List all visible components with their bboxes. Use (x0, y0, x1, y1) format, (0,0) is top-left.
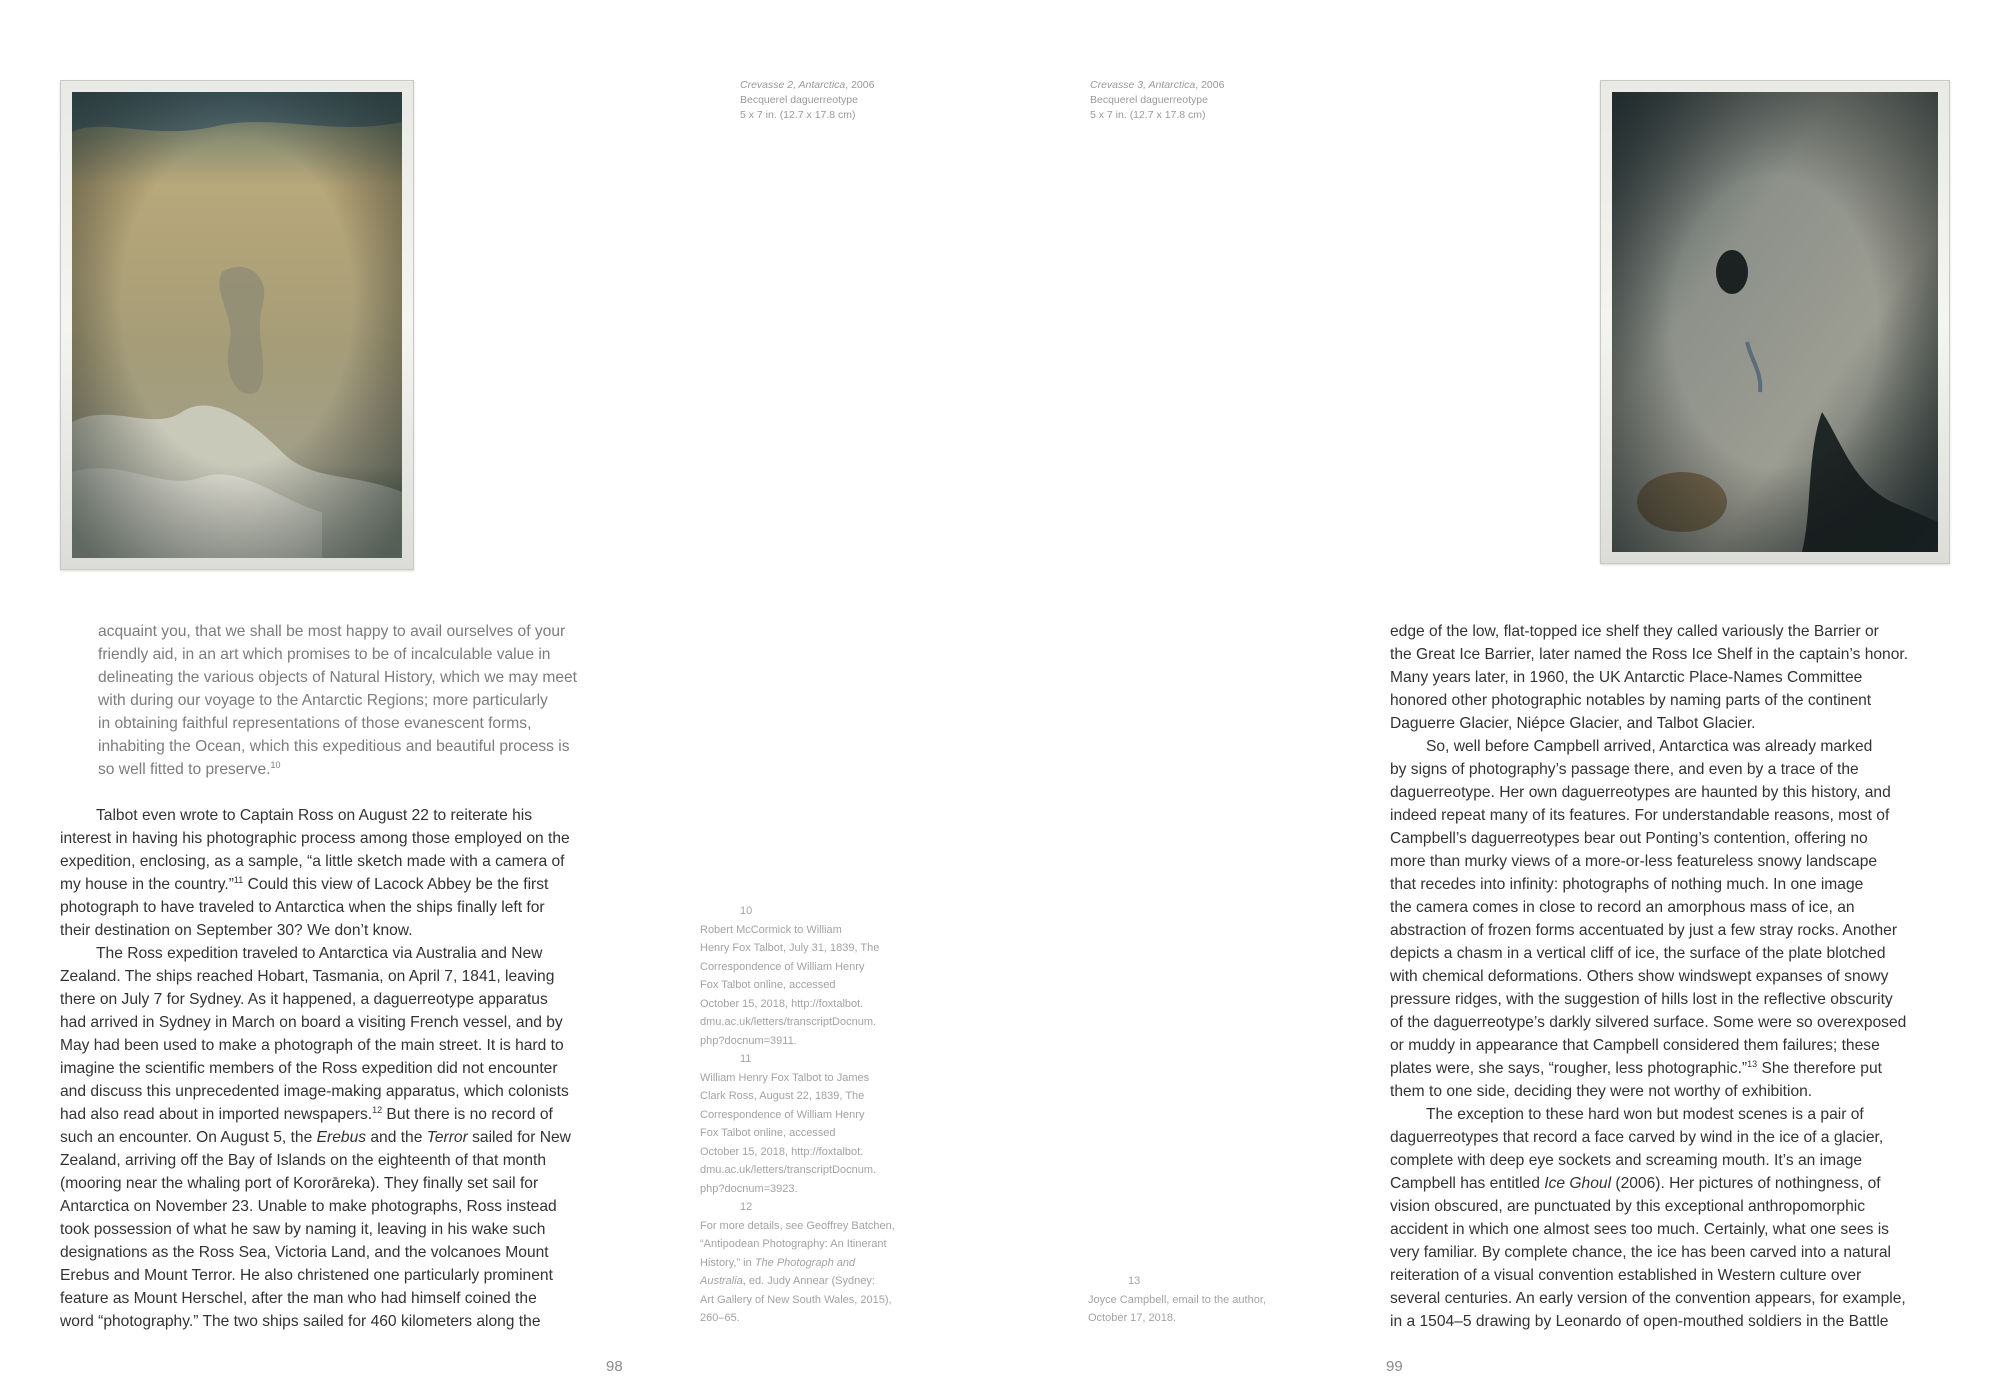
artwork-title: Ice Ghoul (1544, 1175, 1612, 1192)
text-line: of the daguerreotype’s darkly silvered surface. Some were so overexposed (1390, 1014, 1907, 1031)
footnote-ref: 11 (233, 875, 244, 885)
text-line: had arrived in Sydney in March on board a visiting French vessel, and by (60, 1014, 563, 1031)
caption-year: , 2006 (1195, 79, 1225, 91)
text-line: sailed for New (467, 1129, 571, 1146)
text-line: Campbell’s daguerreotypes bear out Ponting’s contention, offering no (1390, 830, 1868, 847)
footnote-line: October 15, 2018, http://foxtalbot. (700, 997, 864, 1010)
caption-title: Crevasse 3, Antarctica (1090, 79, 1196, 91)
footnote-line: October 17, 2018. (1088, 1312, 1177, 1324)
text-line: Talbot even wrote to Captain Ross on August 22 to reiterate his (96, 807, 533, 824)
text-line: such an encounter. On August 5, the (60, 1129, 317, 1146)
left-body-text (60, 804, 645, 1333)
caption-process: Becquerel daguerreotype (740, 94, 858, 106)
quote-line: inhabiting the Ocean, which this expeditious and beautiful process is (98, 738, 570, 755)
text-line: She therefore put (1757, 1060, 1882, 1077)
ship-name-erebus: Erebus (316, 1129, 367, 1146)
text-line: Erebus and Mount Terror. He also christened one particularly prominent (60, 1267, 553, 1284)
text-line: more than murky views of a more-or-less featureless snowy landscape (1390, 853, 1878, 870)
text-line: in a 1504–5 drawing by Leonardo of open-mouthed soldiers in the Battle (1390, 1313, 1889, 1330)
text-line: that recedes into infinity: photographs of nothing much. In one image (1390, 876, 1864, 893)
footnote-number: 12 (740, 1201, 753, 1213)
caption-title: Crevasse 2, Antarctica (740, 79, 846, 91)
text-line: feature as Mount Herschel, after the man who had himself coined the (60, 1290, 537, 1307)
text-line: expedition, enclosing, as a sample, “a little sketch made with a camera of (60, 853, 565, 870)
footnote-line: , ed. Judy Annear (Sydney: (742, 1275, 875, 1287)
footnote-book-title: The Photograph and (754, 1256, 856, 1269)
text-line: The exception to these hard won but modest scenes is a pair of (1426, 1106, 1864, 1123)
text-line: The Ross expedition traveled to Antarctica via Australia and New (96, 945, 543, 962)
footnote-line: Correspondence of William Henry (700, 1108, 865, 1121)
footnote-ref: 10 (270, 760, 281, 770)
text-line: daguerreotype. Her own daguerreotypes are haunted by this history, and (1390, 784, 1891, 801)
footnote-line: Correspondence of William Henry (700, 960, 865, 973)
text-line: interest in having his photographic process among those employed on the (60, 830, 570, 847)
footnotes-left (700, 902, 940, 1328)
text-line: honored other photographic notables by naming parts of the continent (1390, 692, 1872, 709)
quote-line: with during our voyage to the Antarctic Regions; more particularly (98, 692, 548, 709)
text-line: designations as the Ross Sea, Victoria Land, and the volcanoes Mount (60, 1244, 549, 1261)
ship-name-terror: Terror (426, 1129, 468, 1146)
quote-line: in obtaining faithful representations of those evanescent forms, (98, 715, 532, 732)
footnote-line: “Antipodean Photography: An Itinerant (700, 1238, 887, 1250)
text-line: them to one side, deciding they were not worthy of exhibition. (1390, 1083, 1813, 1100)
text-line: my house in the country.” (60, 876, 234, 893)
text-line: daguerreotypes that record a face carved by wind in the ice of a glacier, (1390, 1129, 1884, 1146)
text-line: Could this view of Lacock Abbey be the first (243, 876, 549, 893)
text-line: accident in which one almost sees too much. Certainly, what one sees is (1390, 1221, 1889, 1238)
text-line: there on July 7 for Sydney. As it happened, a daguerreotype apparatus (60, 991, 548, 1008)
text-line: abstraction of frozen forms accentuated by just a few stray rocks. Another (1390, 922, 1898, 939)
text-line: took possession of what he saw by naming it, leaving in his wake such (60, 1221, 546, 1238)
text-line: Antarctica on November 23. Unable to make photographs, Ross instead (60, 1198, 557, 1215)
quote-line: acquaint you, that we shall be most happy to avail ourselves of your (98, 623, 566, 640)
footnote-line: For more details, see Geoffrey Batchen, (700, 1219, 895, 1232)
footnote-number: 10 (740, 905, 753, 917)
caption-crevasse-3 (1090, 78, 1290, 123)
footnote-line: William Henry Fox Talbot to James (700, 1071, 870, 1084)
text-line: May had been used to make a photograph of the main street. It is hard to (60, 1037, 564, 1054)
footnote-book-title: Australia (700, 1275, 743, 1287)
caption-size: 5 x 7 in. (12.7 x 17.8 cm) (740, 109, 856, 121)
text-line: the Great Ice Barrier, later named the Ross Ice Shelf in the captain’s honor. (1390, 646, 1909, 663)
text-line: very familiar. By complete chance, the ice has been carved into a natural (1390, 1244, 1892, 1261)
text-line: with chemical deformations. Others show windswept expanses of snowy (1390, 968, 1889, 985)
footnote-line: Fox Talbot online, accessed (700, 1127, 836, 1139)
text-line: several centuries. An early version of the convention appears, for example, (1390, 1290, 1906, 1307)
footnote-line: October 15, 2018, http://foxtalbot. (700, 1145, 864, 1158)
footnote-line: Joyce Campbell, email to the author, (1088, 1293, 1266, 1306)
footnote-number: 11 (740, 1053, 752, 1065)
text-line: vision obscured, are punctuated by this exceptional anthropomorphic (1390, 1198, 1866, 1215)
text-line: the camera comes in close to record an amorphous mass of ice, an (1390, 899, 1855, 916)
text-line: (mooring near the whaling port of Kororāreka). They finally set sail for (60, 1175, 539, 1192)
footnote-line: Robert McCormick to William (700, 923, 842, 936)
footnote-line: Clark Ross, August 22, 1839, The (700, 1090, 865, 1102)
footnote-line: php?docnum=3923. (700, 1182, 798, 1195)
text-line: had also read about in imported newspapers. (60, 1106, 373, 1123)
footnote-right (1088, 1272, 1328, 1328)
caption-crevasse-2 (740, 78, 940, 123)
caption-process: Becquerel daguerreotype (1090, 94, 1208, 106)
text-line: Daguerre Glacier, Niépce Glacier, and Talbot Glacier. (1390, 715, 1756, 732)
text-line: depicts a chasm in a vertical cliff of ice, the surface of the plate blotched (1390, 945, 1886, 962)
footnote-line: dmu.ac.uk/letters/transcriptDocnum. (700, 1164, 877, 1176)
footnote-line: Art Gallery of New South Wales, 2015), (700, 1293, 892, 1306)
footnote-line: 260–65. (700, 1312, 740, 1324)
daguerreotype-crevasse-3 (1600, 80, 1950, 564)
footnote-line: History,” in (700, 1256, 755, 1269)
text-line: indeed repeat many of its features. For understandable reasons, most of (1390, 807, 1890, 824)
text-line: photograph to have traveled to Antarctica when the ships finally left for (60, 899, 545, 916)
text-line: pressure ridges, with the suggestion of hills lost in the reflective obscurity (1390, 991, 1893, 1008)
text-line: word “photography.” The two ships sailed for 460 kilometers along the (60, 1313, 541, 1330)
text-line: and the (366, 1129, 427, 1146)
text-line: and discuss this unprecedented image-making apparatus, which colonists (60, 1083, 569, 1100)
page-number-left: 98 (606, 1358, 623, 1375)
text-line: reiteration of a visual convention established in Western culture over (1390, 1267, 1862, 1284)
footnote-line: php?docnum=3911. (700, 1034, 797, 1047)
text-line: complete with deep eye sockets and screaming mouth. It’s an image (1390, 1152, 1863, 1169)
footnote-line: Henry Fox Talbot, July 31, 1839, The (700, 942, 880, 954)
text-line: Many years later, in 1960, the UK Antarctic Place-Names Committee (1390, 669, 1863, 686)
text-line: or muddy in appearance that Campbell considered them failures; these (1390, 1037, 1880, 1054)
text-line: imagine the scientific members of the Ross expedition did not encounter (60, 1060, 558, 1077)
text-line: Zealand, arriving off the Bay of Islands on the eighteenth of that month (60, 1152, 547, 1169)
text-line: But there is no record of (382, 1106, 553, 1123)
text-line: Zealand. The ships reached Hobart, Tasmania, on April 7, 1841, leaving (60, 968, 555, 985)
quote-line: friendly aid, in an art which promises to be of incalculable value in (98, 646, 551, 663)
right-body-text (1390, 620, 1990, 1333)
text-line: Campbell has entitled (1390, 1175, 1545, 1192)
text-line: (2006). Her pictures of nothingness, of (1611, 1175, 1881, 1192)
block-quote (98, 620, 658, 781)
footnote-line: Fox Talbot online, accessed (700, 979, 836, 991)
page-number-right: 99 (1386, 1358, 1403, 1375)
daguerreotype-crevasse-2 (60, 80, 414, 570)
footnote-number: 13 (1128, 1275, 1141, 1287)
footnote-line: dmu.ac.uk/letters/transcriptDocnum. (700, 1016, 877, 1028)
text-line: plates were, she says, “rougher, less photographic.” (1390, 1060, 1748, 1077)
caption-year: , 2006 (845, 79, 875, 91)
text-line: their destination on September 30? We don’t know. (60, 922, 413, 939)
footnote-ref: 13 (1747, 1059, 1758, 1069)
text-line: edge of the low, flat-topped ice shelf they called variously the Barrier or (1390, 623, 1879, 640)
footnote-ref: 12 (372, 1105, 383, 1115)
text-line: So, well before Campbell arrived, Antarctica was already marked (1426, 738, 1873, 755)
text-line: by signs of photography’s passage there, and even by a trace of the (1390, 761, 1859, 778)
quote-line: delineating the various objects of Natural History, which we may meet (98, 669, 578, 686)
caption-size: 5 x 7 in. (12.7 x 17.8 cm) (1090, 109, 1206, 121)
quote-line: so well fitted to preserve. (98, 761, 271, 778)
